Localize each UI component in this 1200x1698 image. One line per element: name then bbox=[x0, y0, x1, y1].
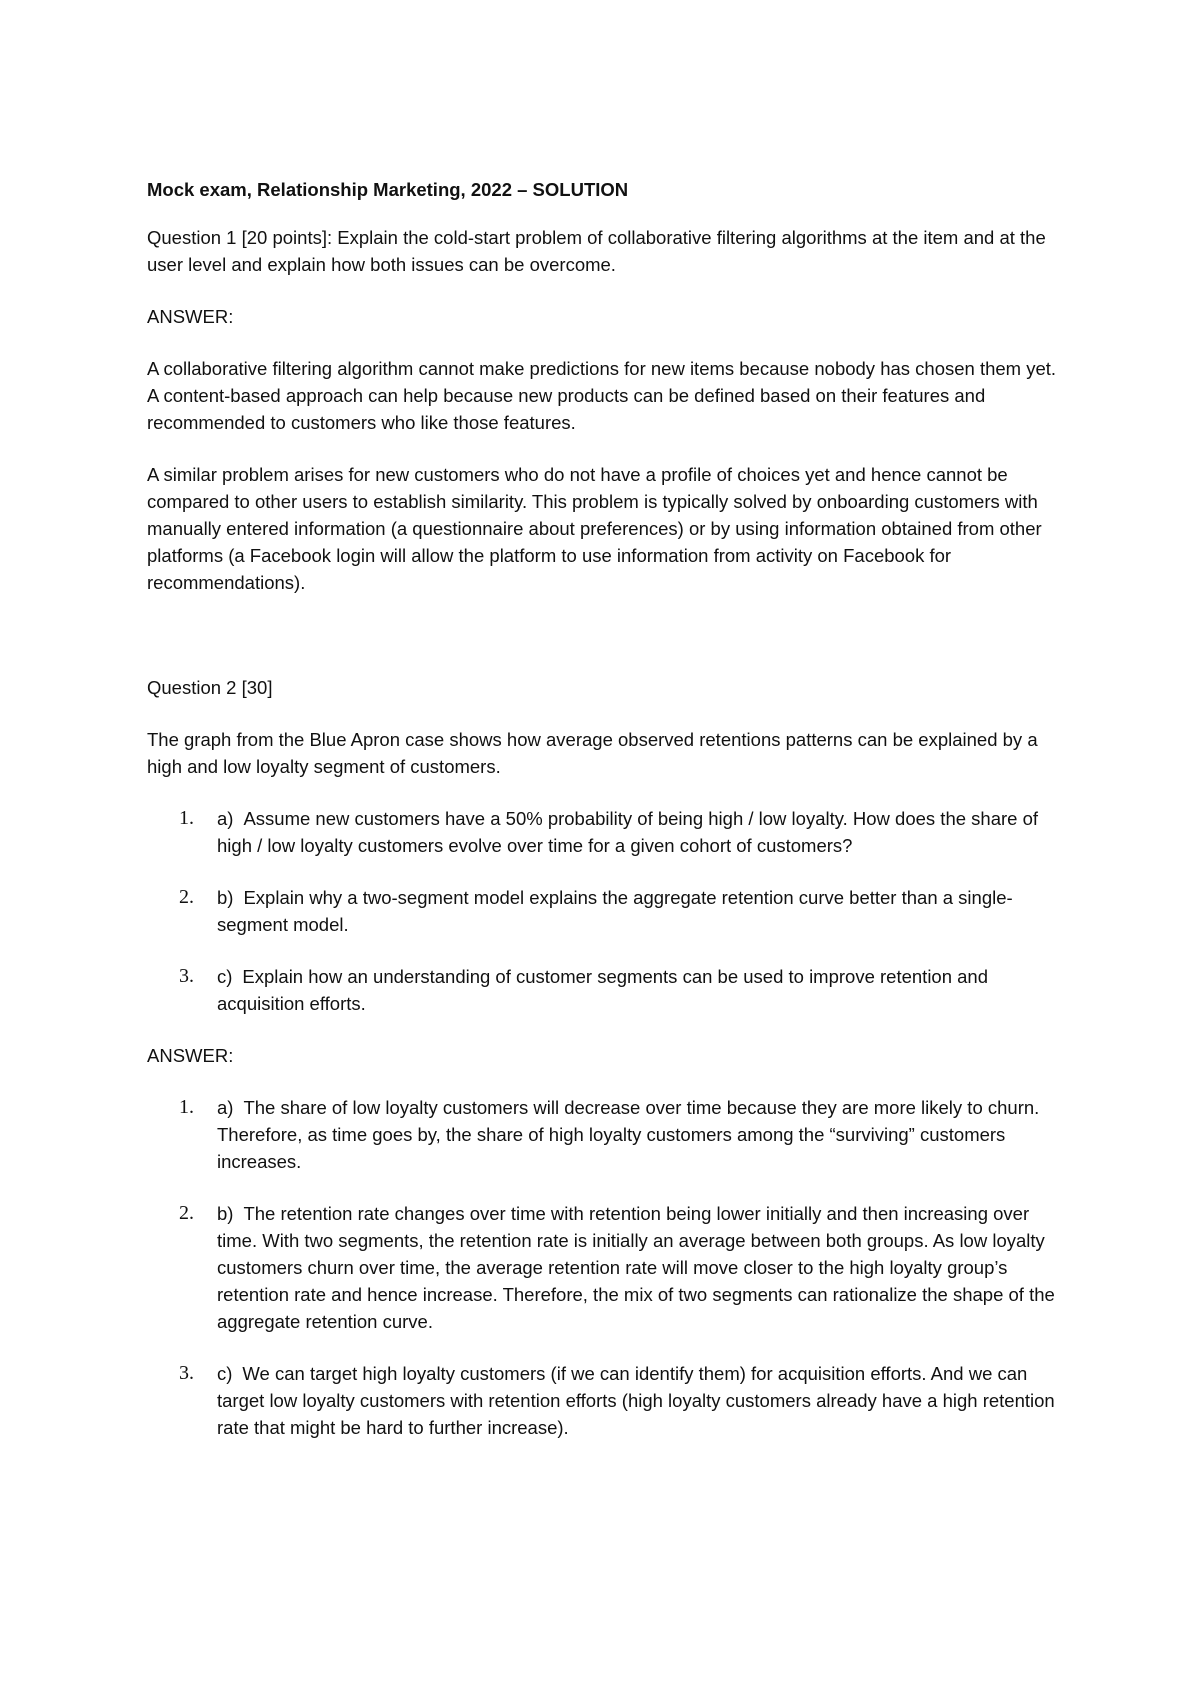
list-letter: b) bbox=[217, 1203, 234, 1224]
document-content bbox=[147, 176, 1067, 1466]
question-2-item bbox=[147, 805, 1067, 859]
question-2-list bbox=[147, 805, 1067, 1017]
list-number: 3. bbox=[179, 965, 194, 987]
question-2-heading: Question 2 [30] bbox=[147, 677, 273, 698]
answer-2-item bbox=[147, 1094, 1067, 1175]
question-2-item bbox=[147, 884, 1067, 938]
document-title: Mock exam, Relationship Marketing, 2022 – SOLUTION bbox=[147, 179, 629, 200]
list-letter: c) bbox=[217, 966, 233, 987]
list-number: 1. bbox=[179, 1096, 194, 1118]
list-item-text: The share of low loyalty customers will decrease over time because they are more likely to churn. Therefore, as time goes by, the share of high loyalty customers among the “surviving” customers increases. bbox=[217, 1097, 1040, 1172]
list-item-text: We can target high loyalty customers (if we can identify them) for acquisition efforts. And we can target low loyalty customers with retention efforts (high loyalty customers already have a high retention rate that might be hard to further increase). bbox=[217, 1363, 1055, 1438]
question-2-intro: The graph from the Blue Apron case shows how average observed retentions patterns can be explained by a high and low loyalty segment of customers. bbox=[147, 729, 1038, 777]
list-number: 2. bbox=[179, 1202, 194, 1224]
question-2-item bbox=[147, 963, 1067, 1017]
list-letter: a) bbox=[217, 808, 234, 829]
list-number: 1. bbox=[179, 807, 194, 829]
question-2-answer-label: ANSWER: bbox=[147, 1045, 234, 1066]
list-item-text: Assume new customers have a 50% probability of being high / low loyalty. How does the share of high / low loyalty customers evolve over time for a given cohort of customers? bbox=[217, 808, 1039, 856]
list-number: 3. bbox=[179, 1362, 194, 1384]
question-1-answer-paragraph: A similar problem arises for new customers who do not have a profile of choices yet and hence cannot be compared to other users to establish similarity. This problem is typically solved by onboarding customers with manually entered information (a questionnaire about preferences) or by using information obtained from other platforms (a Facebook login will allow the platform to use information from activity on Facebook for recommendations). bbox=[147, 464, 1042, 593]
answer-2-item bbox=[147, 1200, 1067, 1335]
list-item-text: Explain why a two-segment model explains the aggregate retention curve better than a single- segment model. bbox=[217, 887, 1013, 935]
list-letter: c) bbox=[217, 1363, 233, 1384]
list-item-text: The retention rate changes over time with retention being lower initially and then increasing over time. With two segments, the retention rate is initially an average between both groups. As low loyalty customers churn over time, the average retention rate will move closer to the high loyalty group’s retention rate and hence increase. Therefore, the mix of two segments can rationalize the shape of the aggregate retention curve. bbox=[217, 1203, 1055, 1332]
answer-2-list bbox=[147, 1094, 1067, 1441]
list-letter: b) bbox=[217, 887, 234, 908]
question-1-answer-label: ANSWER: bbox=[147, 306, 234, 327]
question-1-answer-paragraph: A collaborative filtering algorithm cannot make predictions for new items because nobody has chosen them yet. A content-based approach can help because new products can be defined based on their features and recommended to customers who like those features. bbox=[147, 358, 1057, 433]
list-number: 2. bbox=[179, 886, 194, 908]
question-1-prompt: Question 1 [20 points]: Explain the cold-start problem of collaborative filtering algorithms at the item and at the user level and explain how both issues can be overcome. bbox=[147, 227, 1046, 275]
list-letter: a) bbox=[217, 1097, 234, 1118]
answer-2-item bbox=[147, 1360, 1067, 1441]
list-item-text: Explain how an understanding of customer segments can be used to improve retention and acquisition efforts. bbox=[217, 966, 989, 1014]
